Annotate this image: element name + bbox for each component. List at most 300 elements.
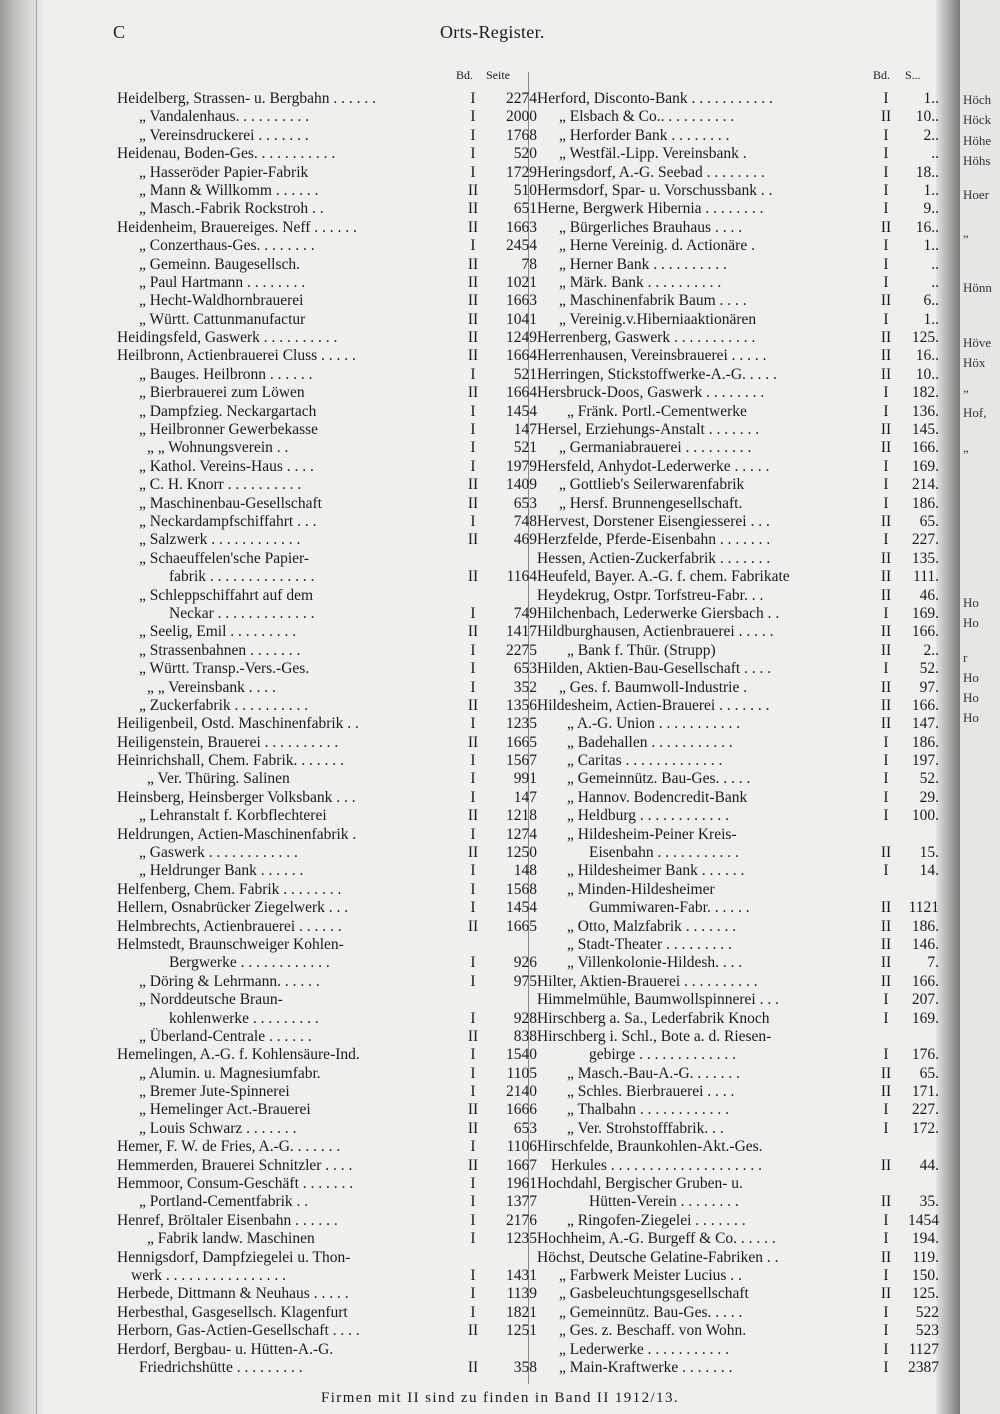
entry-page: 926 <box>513 954 537 972</box>
next-page-fragment: Hof, <box>963 405 987 420</box>
entry-name: „ Bremer Jute-Spinnerei <box>139 1083 290 1101</box>
entry-volume: I <box>883 862 889 880</box>
entry-volume: I <box>883 660 889 678</box>
entry-name: „ Herforder Bank . . . . . . . . <box>559 126 730 144</box>
entry-volume: I <box>883 531 889 549</box>
entry-volume: II <box>467 568 479 586</box>
entry-page: 1249 <box>506 329 537 347</box>
entry-page: 65. <box>919 1064 939 1082</box>
entry-name: „ Vereinsdruckerei . . . . . . . <box>139 126 309 144</box>
entry-name: Hilchenbach, Lederwerke Giersbach . . <box>537 604 780 622</box>
entry-name: Herzfelde, Pferde-Eisenbahn . . . . . . . <box>537 531 771 549</box>
entry-page: 1127 <box>908 1340 939 1358</box>
entry-name: „ Heilbronner Gewerbekasse <box>139 421 319 439</box>
entry-page: 46. <box>919 586 939 604</box>
entry-page: 1251 <box>506 1322 537 1340</box>
entry-page: 1664 <box>506 384 537 402</box>
entry-volume: I <box>883 255 889 273</box>
entry-name: werk . . . . . . . . . . . . . . . . <box>131 1267 286 1284</box>
entry-name: „ Schaeuffelen'sche Papier- <box>139 549 310 567</box>
entry-volume: I <box>470 1211 476 1229</box>
entry-name: „ Bank f. Thür. (Strupp) <box>567 641 716 659</box>
entry-page: 145. <box>911 421 939 439</box>
entry-volume: I <box>883 402 889 420</box>
entry-name: „ Ver. Thüring. Salinen <box>147 770 290 788</box>
left-seite-heading: Seite <box>486 68 510 82</box>
next-page-fragment: Hoer <box>963 187 989 202</box>
entry-volume: I <box>470 1193 476 1211</box>
entry-volume: II <box>467 531 479 549</box>
entry-volume: II <box>467 310 479 328</box>
entry-name: „ Masch.-Bau-A.-G. . . . . . . <box>567 1064 741 1082</box>
entry-name: Herringen, Stickstoffwerke-A.-G. . . . . <box>537 365 777 383</box>
entry-page: 1961 <box>506 1175 537 1193</box>
entry-page: 2140 <box>506 1083 537 1101</box>
entry-page: 147 <box>513 788 537 806</box>
entry-page: 1664 <box>506 347 537 365</box>
entry-name: „ Herne Vereinig. d. Actionäre . <box>559 237 755 255</box>
entry-name: Herborn, Gas-Actien-Gesellschaft . . . . <box>117 1322 360 1340</box>
entry-page: 2000 <box>506 108 537 126</box>
entry-name: „ Main-Kraftwerke . . . . . . . <box>559 1358 733 1376</box>
entry-volume: II <box>467 329 479 347</box>
entry-name: Herdorf, Bergbau- u. Hütten-A.-G. <box>117 1340 334 1358</box>
entry-name: Hersfeld, Anhydot-Lederwerke . . . . . <box>537 457 770 475</box>
entry-name: Herkules . . . . . . . . . . . . . . . . . . . . <box>551 1156 762 1174</box>
entry-volume: II <box>880 1285 892 1303</box>
entry-page: 1663 <box>506 292 537 310</box>
entry-name: „ Fränk. Portl.-Cementwerke <box>567 402 747 420</box>
entry-volume: II <box>880 108 892 126</box>
entry-page: 15. <box>919 844 939 862</box>
next-page-fragment: Ho <box>963 670 979 685</box>
entry-page: 1.. <box>923 237 939 255</box>
entry-name: Helmbrechts, Actienbrauerei . . . . . . <box>117 917 342 935</box>
entry-page: 1663 <box>506 218 537 236</box>
entry-name: „ Überland-Centrale . . . . . . <box>139 1027 312 1045</box>
next-page-fragment: „ <box>963 440 969 455</box>
entry-volume: I <box>470 1046 476 1064</box>
entry-name: „ Hasseröder Papier-Fabrik <box>139 163 309 181</box>
book-binding-shadow <box>0 0 44 1414</box>
entry-page: 520 <box>513 145 537 163</box>
entry-name: „ Hersf. Brunnengesellschaft. <box>559 494 743 512</box>
entry-name: „ Portland-Cementfabrik . . <box>139 1193 309 1211</box>
entry-volume: I <box>470 1009 476 1027</box>
entry-volume: I <box>883 1230 889 1248</box>
entry-name: „ „ Wohnungsverein . . <box>147 439 289 457</box>
next-page-fragment: Ho <box>963 595 979 610</box>
entry-name: fabrik . . . . . . . . . . . . . . <box>169 568 315 586</box>
entry-volume: I <box>470 752 476 770</box>
right-seite-heading: S... <box>905 68 921 82</box>
entry-page: 147 <box>513 421 537 439</box>
entry-name: „ C. H. Knorr . . . . . . . . . . <box>139 476 302 494</box>
next-page-fragment: Ho <box>963 615 979 630</box>
section-letter: C <box>113 22 126 42</box>
entry-name: Heinrichshall, Chem. Fabrik. . . . . . . <box>117 752 344 770</box>
entry-page: 1105 <box>506 1064 537 1082</box>
entry-volume: II <box>880 1156 892 1174</box>
entry-volume: I <box>470 1285 476 1303</box>
entry-name: „ Westfäl.-Lipp. Vereinsbank . <box>559 145 747 163</box>
entry-page: 1377 <box>506 1193 537 1211</box>
entry-volume: I <box>883 770 889 788</box>
next-page-fragment: Höve <box>963 335 992 350</box>
entry-page: 2387 <box>908 1358 939 1376</box>
entry-volume: II <box>467 292 479 310</box>
entry-volume: I <box>883 733 889 751</box>
entry-volume: II <box>467 1358 479 1376</box>
entry-page: 125. <box>911 1285 939 1303</box>
entry-volume: II <box>467 494 479 512</box>
entry-name: „ Alumin. u. Magnesiumfabr. <box>139 1064 321 1082</box>
entry-volume: I <box>470 899 476 917</box>
entry-page: 1164 <box>506 568 537 586</box>
entry-page: 148 <box>513 862 537 880</box>
entry-volume: II <box>880 641 892 659</box>
entry-name: „ Ges. f. Baumwoll-Industrie . <box>559 678 748 696</box>
entry-volume: I <box>883 1358 889 1376</box>
entry-volume: II <box>880 696 892 714</box>
entry-volume: II <box>880 844 892 862</box>
entry-volume: I <box>883 181 889 199</box>
entry-volume: I <box>883 1267 889 1284</box>
entry-volume: I <box>883 1211 889 1229</box>
entry-name: „ A.-G. Union . . . . . . . . . . . <box>567 715 741 733</box>
entry-name: „ Minden-Hildesheimer <box>567 880 715 898</box>
entry-page: 352 <box>513 678 537 696</box>
next-page-strip <box>960 0 1000 1414</box>
entry-name: „ Maschinenfabrik Baum . . . . <box>559 292 747 310</box>
entry-name: Helfenberg, Chem. Fabrik . . . . . . . . <box>117 880 342 898</box>
entry-page: 1979 <box>506 457 537 475</box>
entry-volume: I <box>883 476 889 494</box>
page-fold-line <box>36 0 37 1414</box>
entry-volume: II <box>467 733 479 751</box>
entry-volume: I <box>883 1101 889 1119</box>
entry-name: „ Norddeutsche Braun- <box>139 991 283 1009</box>
entry-volume: I <box>883 752 889 770</box>
entry-page: 653 <box>513 1119 537 1137</box>
entry-page: 1.. <box>923 310 939 328</box>
entry-name: Hilden, Aktien-Bau-Gesellschaft . . . . <box>537 660 772 678</box>
entry-name: „ Hildesheim-Peiner Kreis- <box>567 825 737 843</box>
entry-page: 653 <box>513 494 537 512</box>
entry-name: Eisenbahn . . . . . . . . . . . <box>589 844 739 862</box>
entry-name: Heidingsfeld, Gaswerk . . . . . . . . . . <box>117 329 338 347</box>
entry-volume: I <box>470 972 476 990</box>
entry-name: „ Ges. z. Beschaff. von Wohn. <box>559 1322 747 1340</box>
entry-page: 1139 <box>506 1285 537 1303</box>
entry-name: „ Badehallen . . . . . . . . . . . <box>567 733 733 751</box>
entry-volume: II <box>880 715 892 733</box>
entry-page: .. <box>931 273 939 291</box>
entry-volume: II <box>467 1119 479 1137</box>
entry-volume: I <box>883 494 889 512</box>
entry-volume: II <box>467 476 479 494</box>
entry-volume: I <box>470 421 476 439</box>
entry-volume: II <box>467 917 479 935</box>
entry-page: 991 <box>513 770 537 788</box>
entry-name: Hirschberg i. Schl., Bote a. d. Riesen- <box>537 1027 772 1045</box>
entry-volume: II <box>880 678 892 696</box>
entry-name: Herbede, Dittmann & Neuhaus . . . . . <box>117 1285 349 1303</box>
entry-volume: II <box>467 696 479 714</box>
right-bd-heading: Bd. <box>873 68 891 82</box>
entry-name: Bergwerke . . . . . . . . . . . . <box>169 954 330 972</box>
entry-name: „ Döring & Lehrmann. . . . . . <box>139 972 320 990</box>
entry-volume: II <box>880 218 892 236</box>
entry-page: 2176 <box>506 1211 537 1229</box>
entry-page: 651 <box>513 200 537 218</box>
entry-name: „ Masch.-Fabrik Rockstroh . . <box>139 200 324 218</box>
entry-page: 9.. <box>923 200 939 218</box>
next-page-fragment: Hönn <box>963 280 992 295</box>
entry-page: 523 <box>915 1322 939 1340</box>
entry-volume: I <box>470 439 476 457</box>
entry-volume: I <box>883 1322 889 1340</box>
entry-page: 29. <box>919 788 939 806</box>
entry-volume: II <box>467 200 479 218</box>
entry-page: 166. <box>911 972 939 990</box>
entry-name: Hochheim, A.-G. Burgeff & Co. . . . . . <box>537 1230 776 1248</box>
entry-page: 1540 <box>506 1046 537 1064</box>
next-page-fragment: Höhe <box>963 133 992 148</box>
entry-page: 207. <box>911 991 939 1009</box>
entry-name: Neckar . . . . . . . . . . . . . <box>169 604 315 622</box>
entry-volume: I <box>883 200 889 218</box>
entry-name: „ Herner Bank . . . . . . . . . . <box>559 255 727 273</box>
entry-name: „ Hildesheimer Bank . . . . . . <box>567 862 745 880</box>
entry-name: „ Salzwerk . . . . . . . . . . . . <box>139 531 301 549</box>
entry-name: „ Stadt-Theater . . . . . . . . . <box>567 935 732 953</box>
entry-page: 214. <box>911 476 939 494</box>
entry-page: 469 <box>513 531 537 549</box>
entry-name: „ Lehranstalt f. Korbflechterei <box>139 807 327 825</box>
entry-name: „ Seelig, Emil . . . . . . . . . <box>139 623 297 641</box>
entry-name: Hilter, Aktien-Brauerei . . . . . . . . . . <box>537 972 758 990</box>
entry-volume: II <box>880 1064 892 1082</box>
next-page-fragment: Höhs <box>963 153 991 168</box>
entry-volume: I <box>883 1046 889 1064</box>
entry-volume: I <box>883 604 889 622</box>
next-page-fragment: Höck <box>963 112 992 127</box>
entry-name: Herrenhausen, Vereinsbrauerei . . . . . <box>537 347 767 365</box>
entry-volume: II <box>467 844 479 862</box>
entry-page: 653 <box>513 660 537 678</box>
entry-name: Höchst, Deutsche Gelatine-Fabriken . . <box>537 1248 779 1266</box>
entry-name: „ Zuckerfabrik . . . . . . . . . . <box>139 696 309 714</box>
entry-name: „ Ver. Strohstofffabrik. . . <box>567 1119 724 1137</box>
entry-page: 111. <box>913 568 939 586</box>
entry-name: Heufeld, Bayer. A.-G. f. chem. Fabrikate <box>537 568 790 586</box>
entry-volume: II <box>467 623 479 641</box>
entry-name: Heydekrug, Ostpr. Torfstreu-Fabr. . . <box>537 586 764 604</box>
entry-volume: I <box>883 90 889 107</box>
entry-page: 97. <box>919 678 939 696</box>
entry-page: 146. <box>911 935 939 953</box>
entry-volume: II <box>467 1156 479 1174</box>
entry-page: 186. <box>911 733 939 751</box>
entry-page: 1235 <box>506 1230 537 1248</box>
entry-name: „ Gottlieb's Seilerwarenfabrik <box>559 476 745 494</box>
entry-volume: II <box>880 586 892 604</box>
entry-page: 510 <box>513 181 537 199</box>
next-page-fragment: Ho <box>963 690 979 705</box>
entry-page: 16.. <box>915 218 939 236</box>
entry-page: 2.. <box>923 126 939 144</box>
entry-volume: II <box>880 1248 892 1266</box>
entry-name: Hemmoor, Consum-Geschäft . . . . . . . <box>117 1175 354 1193</box>
entry-name: Heidenau, Boden-Ges. . . . . . . . . . . <box>117 145 336 163</box>
gutter-shadow <box>936 0 962 1414</box>
entry-page: 186. <box>911 494 939 512</box>
entry-name: „ Otto, Malzfabrik . . . . . . . <box>567 917 737 935</box>
entry-name: Herbesthal, Gasgesellsch. Klagenfurt <box>117 1303 348 1321</box>
entry-name: Himmelmühle, Baumwollspinnerei . . . <box>537 991 779 1009</box>
entry-page: 1041 <box>506 310 537 328</box>
entry-volume: II <box>467 347 479 365</box>
entry-name: „ Caritas . . . . . . . . . . . . . <box>567 752 723 770</box>
entry-page: 6.. <box>923 292 939 310</box>
entry-volume: I <box>470 715 476 733</box>
entry-name: „ Neckardampfschiffahrt . . . <box>139 512 317 530</box>
entry-volume: II <box>880 972 892 990</box>
entry-name: „ Hannov. Bodencredit-Bank <box>567 788 748 806</box>
entry-volume: I <box>883 991 889 1009</box>
entry-volume: II <box>880 1083 892 1101</box>
entry-volume: I <box>470 678 476 696</box>
entry-volume: I <box>470 1083 476 1101</box>
entry-page: 1666 <box>506 1101 537 1119</box>
entry-name: „ Märk. Bank . . . . . . . . . . <box>559 273 722 291</box>
entry-volume: I <box>470 1303 476 1321</box>
entry-name: „ Heldburg . . . . . . . . . . . . <box>567 807 730 825</box>
entry-volume: I <box>883 126 889 144</box>
entry-volume: II <box>880 292 892 310</box>
entry-page: 1665 <box>506 733 537 751</box>
entry-name: Hochdahl, Bergischer Gruben- u. <box>537 1175 743 1193</box>
entry-page: 1454 <box>506 402 537 420</box>
entry-page: 125. <box>911 329 939 347</box>
entry-page: 194. <box>911 1230 939 1248</box>
entry-volume: I <box>883 237 889 255</box>
entry-name: „ Vereinig.v.Hiberniaaktionären <box>559 310 757 328</box>
entry-volume: I <box>883 1340 889 1358</box>
entry-page: 1218 <box>506 807 537 825</box>
entry-page: 2274 <box>506 90 537 107</box>
entry-page: .. <box>931 145 939 163</box>
entry-volume: I <box>470 1064 476 1082</box>
entry-page: 10.. <box>915 108 939 126</box>
entry-page: 1567 <box>506 752 537 770</box>
entry-page: 172. <box>911 1119 939 1137</box>
next-page-fragment: r <box>963 650 968 665</box>
entry-page: 166. <box>911 439 939 457</box>
entry-volume: I <box>470 641 476 659</box>
entry-name: Hersbruck-Doos, Gaswerk . . . . . . . . <box>537 384 765 402</box>
entry-page: 1568 <box>506 880 537 898</box>
entry-volume: II <box>467 1027 479 1045</box>
entry-volume: I <box>470 1267 476 1284</box>
entry-name: Hemmerden, Brauerei Schnitzler . . . . <box>117 1156 353 1174</box>
entry-page: 1.. <box>923 181 939 199</box>
entry-page: 16.. <box>915 347 939 365</box>
entry-name: „ Hemelinger Act.-Brauerei <box>139 1101 311 1119</box>
entry-volume: I <box>883 788 889 806</box>
entry-page: 169. <box>911 604 939 622</box>
entry-volume: I <box>470 237 476 255</box>
entry-name: Helmstedt, Braunschweiger Kohlen- <box>117 935 344 953</box>
entry-name: Hersel, Erziehungs-Anstalt . . . . . . . <box>537 421 760 439</box>
entry-name: „ Villenkolonie-Hildesh. . . . <box>567 954 743 972</box>
entry-name: „ Conzerthaus-Ges. . . . . . . . <box>139 237 315 255</box>
entry-volume: II <box>467 218 479 236</box>
entry-volume: II <box>467 255 479 273</box>
entry-name: Gummiwaren-Fabr. . . . . . <box>589 899 750 917</box>
entry-page: 14. <box>919 862 939 880</box>
entry-name: Herne, Bergwerk Hibernia . . . . . . . . <box>537 200 764 218</box>
entry-page: 227. <box>911 1101 939 1119</box>
entry-name: Friedrichshütte . . . . . . . . . <box>139 1358 303 1376</box>
entry-volume: I <box>470 365 476 383</box>
entry-volume: II <box>880 935 892 953</box>
entry-name: Heidelberg, Strassen- u. Bergbahn . . . . . . <box>117 90 377 107</box>
entry-volume: I <box>470 604 476 622</box>
entry-page: 150. <box>911 1267 939 1284</box>
entry-page: 749 <box>513 604 537 622</box>
entry-page: 135. <box>911 549 939 567</box>
entry-name: „ Ringofen-Ziegelei . . . . . . . <box>567 1211 746 1229</box>
entry-volume: II <box>880 568 892 586</box>
entry-page: 1665 <box>506 917 537 935</box>
entry-volume: II <box>467 1322 479 1340</box>
entry-volume: I <box>470 1175 476 1193</box>
entry-name: „ Gemeinnütz. Bau-Ges. . . . . <box>559 1303 743 1321</box>
entry-page: 1821 <box>506 1303 537 1321</box>
entry-page: 1417 <box>506 623 537 641</box>
entry-name: Heiligenstein, Brauerei . . . . . . . . . . <box>117 733 339 751</box>
entry-page: 182. <box>911 384 939 402</box>
entry-name: Hervest, Dorstener Eisengiesserei . . . <box>537 512 770 530</box>
entry-volume: II <box>880 917 892 935</box>
entry-volume: II <box>467 807 479 825</box>
entry-volume: II <box>880 421 892 439</box>
entry-page: 2454 <box>506 237 537 255</box>
entry-volume: I <box>883 1119 889 1137</box>
entry-name: „ Gasbeleuchtungsgesellschaft <box>559 1285 749 1303</box>
entry-page: 1356 <box>506 696 537 714</box>
entry-volume: II <box>467 273 479 291</box>
entry-name: Heidenheim, Brauereiges. Neff . . . . . . <box>117 218 357 236</box>
entry-page: 1454 <box>506 899 537 917</box>
entry-page: 522 <box>915 1303 939 1321</box>
entry-page: 1768 <box>506 126 537 144</box>
entry-volume: I <box>883 145 889 163</box>
entry-volume: I <box>470 1230 476 1248</box>
page-title: Orts-Register. <box>440 22 545 42</box>
entry-volume: I <box>470 402 476 420</box>
entry-volume: I <box>883 1303 889 1321</box>
entry-page: 1.. <box>923 90 939 107</box>
entry-page: 52. <box>919 660 939 678</box>
entry-volume: I <box>470 770 476 788</box>
entry-volume: II <box>880 899 892 917</box>
entry-name: „ Germaniabrauerei . . . . . . . . . <box>559 439 752 457</box>
entry-name: Hildburghausen, Actienbrauerei . . . . . <box>537 623 774 641</box>
entry-name: „ „ Vereinsbank . . . . <box>147 678 276 696</box>
